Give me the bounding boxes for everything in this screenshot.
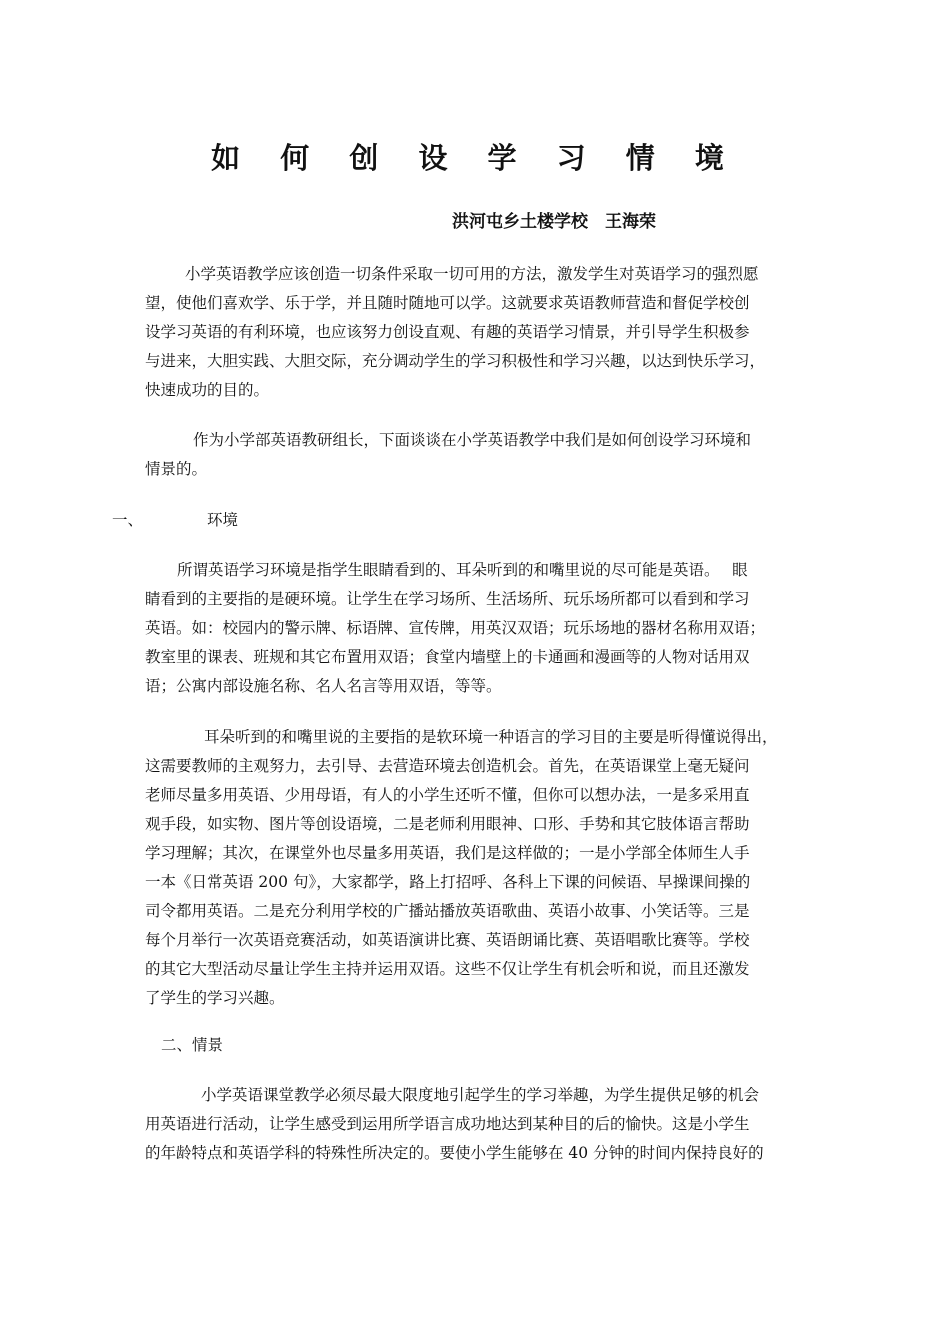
paragraph-line: 望，使他们喜欢学、乐于学，并且随时随地可以学。这就要求英语教师营造和督促学校创 [145,294,750,312]
environment-paragraph-2 [145,723,778,1013]
paragraph-line: 作为小学部英语教研组长，下面谈谈在小学英语教学中我们是如何创设学习环境和 [193,431,752,449]
author-line: 洪河屯乡土楼学校 王海荣 [452,212,656,232]
paragraph-line: 一本《日常英语 200 句》，大家都学，路上打招呼、各科上下课的问候语、早操课间操的 [145,873,751,891]
paragraph-line: 每个月举行一次英语竞赛活动，如英语演讲比赛、英语朗诵比赛、英语唱歌比赛等。学校 [145,931,750,949]
paragraph-line: 的其它大型活动尽量让学生主持并运用双语。这些不仅让学生有机会听和说，而且还激发 [145,960,750,978]
role-paragraph [145,426,751,484]
paragraph-line: 语；公寓内部设施名称、名人名言等用双语，等等。 [145,677,502,695]
paragraph-line: 这需要教师的主观努力，去引导、去营造环境去创造机会。首先，在英语课堂上毫无疑问 [145,757,750,775]
paragraph-line: 所谓英语学习环境是指学生眼睛看到的、耳朵听到的和嘴里说的尽可能是英语。 眼 [177,561,748,579]
environment-paragraph-1 [145,556,765,701]
paragraph-line: 设学习英语的有利环境，也应该努力创设直观、有趣的英语学习情景，并引导学生积极参 [145,323,750,341]
paragraph-line: 的年龄特点和英语学科的特殊性所决定的。要使小学生能够在 40 分钟的时间内保持良好的 [145,1144,764,1162]
intro-paragraph [145,260,765,405]
paragraph-line: 老师尽量多用英语、少用母语，有人的小学生还听不懂，但你可以想办法，一是多采用直 [145,786,750,804]
document-title: 如 何 创 设 学 习 情 境 [211,141,739,175]
section-number: 一、 [112,511,144,529]
scene-paragraph-1 [145,1081,764,1168]
paragraph-line: 观手段，如实物、图片等创设语境，二是老师利用眼神、口形、手势和其它肢体语言帮助 [145,815,750,833]
paragraph-line: 了学生的学习兴趣。 [145,989,285,1007]
paragraph-line: 小学英语教学应该创造一切条件采取一切可用的方法，激发学生对英语学习的强烈愿 [185,265,759,283]
paragraph-line: 英语。如：校园内的警示牌、标语牌、宣传牌，用英汉双语；玩乐场地的器材名称用双语； [145,619,766,637]
paragraph-line: 司令都用英语。二是充分利用学校的广播站播放英语歌曲、英语小故事、小笑话等。三是 [145,902,750,920]
paragraph-line: 学习理解；其次，在课堂外也尽量多用英语，我们是这样做的；一是小学部全体师生人手 [145,844,750,862]
paragraph-line: 教室里的课表、班规和其它布置用双语；食堂内墙壁上的卡通画和漫画等的人物对话用双 [145,648,750,666]
paragraph-line: 睛看到的主要指的是硬环境。让学生在学习场所、生活场所、玩乐场所都可以看到和学习 [145,590,750,608]
paragraph-line: 耳朵听到的和嘴里说的主要指的是软环境一种语言的学习目的主要是听得懂说得出， [204,728,778,746]
section-heading-environment [112,506,238,535]
paragraph-line: 与进来，大胆实践、大胆交际，充分调动学生的学习积极性和学习兴趣，以达到快乐学习， [145,352,766,370]
section-title: 环境 [207,511,239,529]
paragraph-line: 情景的。 [145,460,208,478]
paragraph-line: 小学英语课堂教学必须尽最大限度地引起学生的学习举趣，为学生提供足够的机会 [201,1086,760,1104]
paragraph-line: 快速成功的目的。 [145,381,270,399]
section-heading-scene: 二、情景 [161,1036,224,1054]
paragraph-line: 用英语进行活动，让学生感受到运用所学语言成功地达到某种目的后的愉快。这是小学生 [145,1115,750,1133]
